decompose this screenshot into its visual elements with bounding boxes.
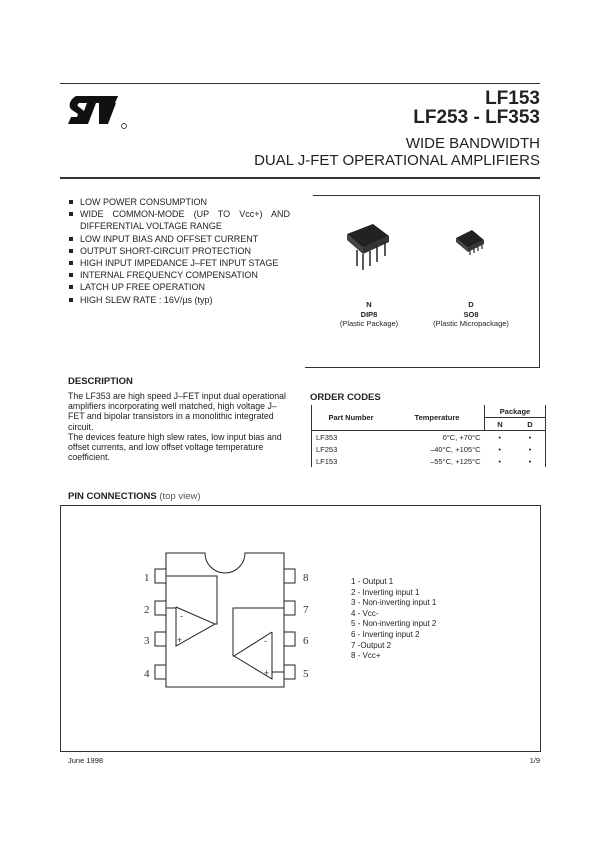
table-row <box>312 431 546 444</box>
part-cell: LF153 <box>312 455 391 467</box>
pin-4 <box>155 665 166 679</box>
dip8-package-image <box>343 222 393 272</box>
pin-8 <box>284 569 295 583</box>
n-cell: • <box>498 456 502 466</box>
pin-1 <box>155 569 166 583</box>
package-name: DIP8 <box>360 309 378 319</box>
package-box <box>305 195 540 368</box>
pin-legend-item: 4 - Vcc- <box>351 608 379 618</box>
table-row <box>312 443 546 455</box>
col-header-d: D <box>515 418 546 431</box>
d-cell: • <box>515 455 546 467</box>
svg-text:+: + <box>264 668 270 678</box>
col-header-part: Part Number <box>312 405 391 431</box>
footer-date: June 1998 <box>68 756 104 765</box>
feature-item: HIGH INPUT IMPEDANCE J–FET INPUT STAGE <box>68 257 290 269</box>
pin-number: 3 <box>144 635 150 647</box>
pin-number: 4 <box>144 668 150 680</box>
part-cell: LF253 <box>312 443 391 455</box>
table-row <box>312 455 546 467</box>
ic-body <box>166 553 284 687</box>
pin-6 <box>284 632 295 646</box>
part-title-2: LF253 - LF353 <box>413 107 540 128</box>
feature-item: OUTPUT SHORT-CIRCUIT PROTECTION <box>68 245 290 257</box>
pin-7 <box>284 601 295 615</box>
pin-legend-item: 2 - Inverting input 1 <box>351 587 420 597</box>
pin-connections-heading <box>68 491 201 502</box>
pin-legend-item: 1 - Output 1 <box>351 577 394 586</box>
so8-package-image <box>452 228 488 258</box>
part-cell: LF353 <box>312 431 391 444</box>
pin-3 <box>155 632 166 646</box>
pin-heading-text: PIN CONNECTIONS <box>68 491 157 502</box>
col-header-package: Package <box>485 405 546 418</box>
d-cell: • <box>515 431 546 444</box>
pin-number: 7 <box>303 604 309 616</box>
feature-item: INTERNAL FREQUENCY COMPENSATION <box>68 269 290 281</box>
description-heading: DESCRIPTION <box>68 376 133 387</box>
package-name: SO8 <box>463 309 479 319</box>
d-cell: • <box>515 443 546 455</box>
pin-heading-note: (top view) <box>159 491 201 502</box>
package-label-so8 <box>416 300 526 329</box>
feature-item: LATCH UP FREE OPERATION <box>68 281 290 293</box>
package-desc: (Plastic Package) <box>339 319 399 328</box>
description-paragraph: The devices feature high slew rates, low input bias and offset currents, and low offset voltage temperature coefficient. <box>68 431 282 463</box>
package-desc: (Plastic Micropackage) <box>433 319 509 328</box>
svg-text:-: - <box>264 636 267 646</box>
temp-cell: 0°C, +70°C <box>442 432 481 442</box>
pin-number: 5 <box>303 668 309 680</box>
package-code: D <box>468 300 474 309</box>
svg-text:-: - <box>180 611 183 621</box>
subtitle-2: DUAL J-FET OPERATIONAL AMPLIFIERS <box>254 152 540 169</box>
pin-number: 2 <box>144 604 150 616</box>
order-codes-table <box>311 405 546 467</box>
feature-list <box>68 196 290 306</box>
pinout-diagram <box>140 545 320 695</box>
package-label-dip8 <box>314 300 424 329</box>
pin-legend-item: 8 - Vcc+ <box>351 651 381 661</box>
pin-number: 1 <box>144 572 150 584</box>
col-header-n: N <box>485 418 516 431</box>
feature-item: HIGH SLEW RATE : 16V/µs (typ) <box>68 294 290 306</box>
order-codes-heading: ORDER CODES <box>310 392 381 403</box>
n-cell: • <box>498 444 502 454</box>
temp-cell: –55°C, +125°C <box>430 456 481 466</box>
pin-legend-item: 5 - Non-inverting input 2 <box>351 619 437 629</box>
pin-legend-item: 6 - Inverting input 2 <box>351 629 420 639</box>
svg-text:+: + <box>177 635 183 645</box>
feature-item: LOW POWER CONSUMPTION <box>68 196 290 208</box>
col-header-temp: Temperature <box>390 405 485 431</box>
pin-legend <box>351 577 436 662</box>
header-rule <box>60 177 540 179</box>
footer-page-number: 1/9 <box>529 756 540 765</box>
pin-2 <box>155 601 166 615</box>
pin-5 <box>284 665 295 679</box>
pin-number: 6 <box>303 635 309 647</box>
top-rule <box>60 83 540 84</box>
pin-legend-item: 7 -Output 2 <box>351 640 392 650</box>
part-title-1: LF153 <box>485 88 540 109</box>
package-code: N <box>366 300 372 309</box>
pin-legend-item: 3 - Non-inverting input 1 <box>351 598 437 608</box>
feature-item: WIDE COMMON-MODE (UP TO Vcc+) AND DIFFERENTIAL VOLTAGE RANGE <box>68 208 290 232</box>
temp-cell: –40°C, +105°C <box>430 444 481 454</box>
subtitle-1: WIDE BANDWIDTH <box>405 135 540 152</box>
pin-number: 8 <box>303 572 309 584</box>
feature-item: LOW INPUT BIAS AND OFFSET CURRENT <box>68 233 290 245</box>
description-text <box>68 391 290 462</box>
description-paragraph: The LF353 are high speed J–FET input dual operational amplifiers incorporating well matched, high voltage J–FET and bipolar transistors in a monolithic integrated circuit. <box>68 391 286 432</box>
n-cell: • <box>498 432 502 442</box>
st-logo <box>68 94 130 130</box>
